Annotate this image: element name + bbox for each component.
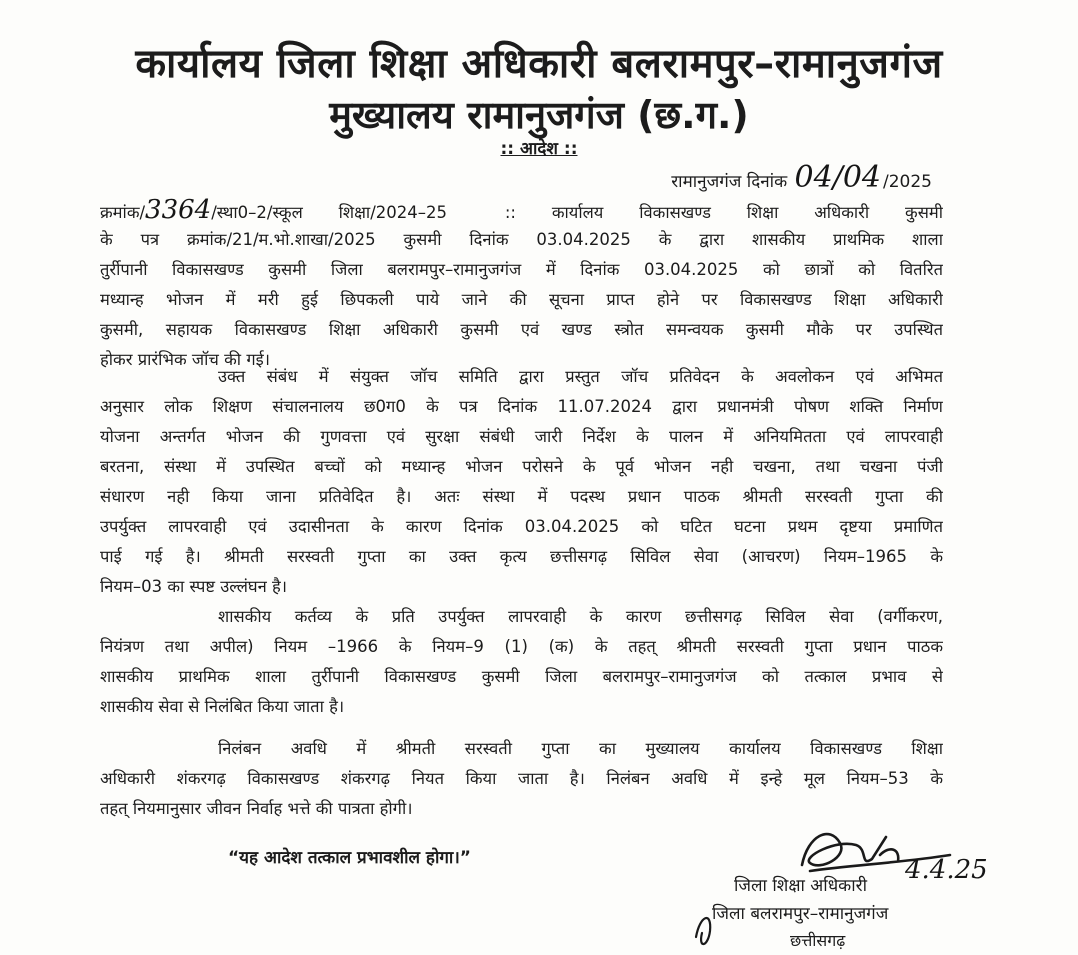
handwritten-date: 04/04 (794, 160, 881, 195)
p3-line: नियंत्रण तथा अपील) नियम –1966 के नियम–9 (1) (क) के तहत् श्रीमती सरस्वती गुप्ता प्रधान पाठक (100, 637, 943, 656)
p2-line: नियम–03 का स्पष्ट उल्लंघन है। (100, 577, 288, 596)
signatory-district: जिला बलरामपुर–रामानुजगंज (712, 904, 889, 924)
p3-line: शासकीय प्राथमिक शाला तुर्रीपानी विकासखण्ड कुसमी जिला बलरामपुर–रामानुजगंज को तत्काल प्रभाव से (100, 667, 943, 686)
signatory-state: छत्तीसगढ़ (790, 931, 846, 950)
dateline-year: /2025 (883, 172, 932, 192)
p1-line: कुसमी, सहायक विकासखण्ड शिक्षा अधिकारी कुसमी एवं खण्ड स्त्रोत समन्वयक कुसमी मौके पर उपस्थित (100, 320, 943, 339)
paragraph-4 (100, 734, 943, 824)
order-dateline (671, 160, 932, 195)
reference-line (100, 195, 943, 225)
dateline-prefix: रामानुजगंज दिनांक (671, 172, 788, 192)
p2-line: उपर्युक्त लापरवाही एवं उदासीनता के कारण दिनांक 03.04.2025 को घटित घटना प्रथम दृष्टया प्रमाणित (100, 517, 943, 536)
p1-line: के पत्र क्रमांक/21/म.भो.शाखा/2025 कुसमी दिनांक 03.04.2025 के द्वारा शासकीय प्राथमिक शाला (100, 230, 943, 249)
headquarters-title: मुख्यालय रामानुजगंज (छ.ग.) (329, 93, 749, 137)
signature-block (690, 815, 1030, 955)
order-heading: :: आदेश :: (500, 139, 578, 159)
p1-line: मध्यान्ह भोजन में मरी हुई छिपकली पाये जाने की सूचना प्राप्त होने पर विकासखण्ड शिक्षा अधिकारी (100, 290, 943, 309)
p4-line: निलंबन अवधि में श्रीमती सरस्वती गुप्ता का मुख्यालय कार्यालय विकासखण्ड शिक्षा (218, 739, 943, 758)
reference-suffix: /स्था0–2/स्कूल शिक्षा/2024–25 (211, 203, 448, 222)
p1-line: होकर प्रारंभिक जॉच की गई। (100, 350, 270, 369)
closing-quote: “यह आदेश तत्काल प्रभावशील होगा।” (228, 848, 471, 868)
paragraph-1 (100, 195, 943, 375)
p2-line: बरतना, संस्था में उपस्थित बच्चों को मध्यान्ह भोजन परोसने के पूर्व भोजन नही चखना, तथा चखना पंजी (100, 457, 943, 476)
paragraph-3 (100, 602, 943, 722)
paragraph-2 (100, 362, 943, 602)
reference-subject: :: कार्यालय विकासखण्ड शिक्षा अधिकारी कुसमी (504, 203, 943, 222)
p2-line: उक्त संबंध में संयुक्त जॉच समिति द्वारा प्रस्तुत जॉच प्रतिवेदन के अवलोकन एवं अभिमत (218, 367, 943, 386)
p2-line: अनुसार लोक शिक्षण संचालनालय छ0ग0 के पत्र दिनांक 11.07.2024 द्वारा प्रधानमंत्री पोषण शक्ति निर्माण (100, 397, 943, 416)
handwritten-signature-date: 4.4.25 (905, 855, 988, 885)
p4-line: अधिकारी शंकरगढ़ विकासखण्ड शंकरगढ़ नियत किया जाता है। निलंबन अवधि में इन्हे मूल नियम–53 के (100, 769, 943, 788)
p3-line: शासकीय कर्तव्य के प्रति उपर्युक्त लापरवाही के कारण छत्तीसगढ़ सिविल सेवा (वर्गीकरण, (218, 607, 943, 626)
reference-prefix: क्रमांक/ (100, 203, 146, 222)
signatory-designation: जिला शिक्षा अधिकारी (734, 876, 867, 896)
p2-line: संधारण नही किया जाना प्रतिवेदित है। अतः संस्था में पदस्थ प्रधान पाठक श्रीमती सरस्वती गुप्ता की (100, 487, 943, 506)
handwritten-ref-number: 3364 (145, 195, 212, 225)
p4-line: तहत् नियमानुसार जीवन निर्वाह भत्ते की पात्रता होगी। (100, 799, 413, 818)
p2-line: योजना अन्तर्गत भोजन की गुणवत्ता एवं सुरक्षा संबंधी जारी निर्देश के पालन में अनियमितता एवं लापरवाही (100, 427, 943, 446)
office-title: कार्यालय जिला शिक्षा अधिकारी बलरामपुर–रामानुजगंज (135, 41, 943, 87)
p1-line: तुर्रीपानी विकासखण्ड कुसमी जिला बलरामपुर–रामानुजगंज में दिनांक 03.04.2025 को छात्रों को वितरित (100, 260, 943, 279)
p2-line: पाई गई है। श्रीमती सरस्वती गुप्ता का उक्त कृत्य छत्तीसगढ़ सिविल सेवा (आचरण) नियम–1965 के (100, 547, 943, 566)
p3-line: शासकीय सेवा से निलंबित किया जाता है। (100, 697, 345, 716)
